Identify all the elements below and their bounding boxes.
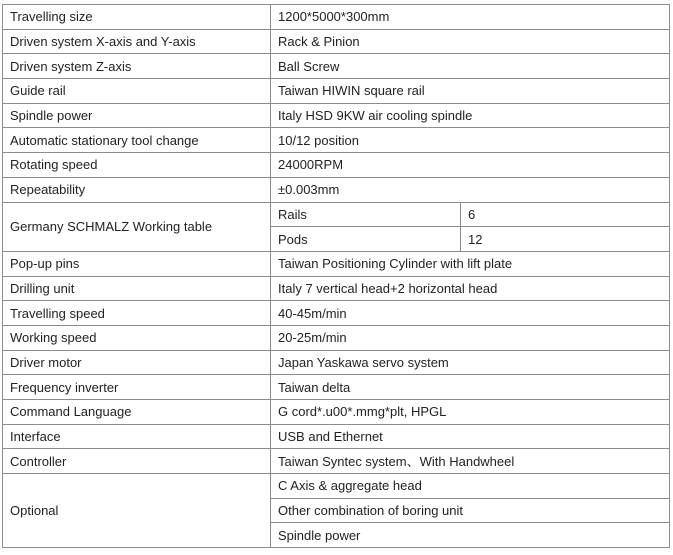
spec-value: Japan Yaskawa servo system [271, 350, 670, 375]
spec-label: Driven system X-axis and Y-axis [3, 29, 271, 54]
table-row [3, 350, 670, 375]
spec-table [2, 4, 670, 548]
spec-label: Travelling size [3, 5, 271, 30]
table-row [3, 54, 670, 79]
sub-value: 12 [461, 227, 670, 252]
optional-item: Other combination of boring unit [271, 498, 670, 523]
table-row [3, 449, 670, 474]
spec-value: 10/12 position [271, 128, 670, 153]
spec-value: 1200*5000*300mm [271, 5, 670, 30]
spec-label: Pop-up pins [3, 251, 271, 276]
optional-item: Spindle power [271, 523, 670, 548]
spec-value: Italy HSD 9KW air cooling spindle [271, 103, 670, 128]
table-row [3, 375, 670, 400]
spec-label: Interface [3, 424, 271, 449]
spec-label: Drilling unit [3, 276, 271, 301]
table-row [3, 177, 670, 202]
spec-value: 20-25m/min [271, 325, 670, 350]
spec-label: Rotating speed [3, 153, 271, 178]
spec-label: Driven system Z-axis [3, 54, 271, 79]
table-row [3, 400, 670, 425]
spec-value: USB and Ethernet [271, 424, 670, 449]
spec-label: Spindle power [3, 103, 271, 128]
spec-label: Controller [3, 449, 271, 474]
spec-value: Rack & Pinion [271, 29, 670, 54]
table-row [3, 251, 670, 276]
spec-value: Italy 7 vertical head+2 horizontal head [271, 276, 670, 301]
table-row [3, 276, 670, 301]
table-row [3, 424, 670, 449]
spec-value: G cord*.u00*.mmg*plt, HPGL [271, 400, 670, 425]
spec-label: Automatic stationary tool change [3, 128, 271, 153]
spec-label: Repeatability [3, 177, 271, 202]
table-row [3, 103, 670, 128]
table-row [3, 79, 670, 104]
table-row [3, 128, 670, 153]
sub-value: 6 [461, 202, 670, 227]
spec-label: Travelling speed [3, 301, 271, 326]
table-row [3, 5, 670, 30]
spec-label: Optional [3, 474, 271, 548]
table-row [3, 325, 670, 350]
table-row [3, 29, 670, 54]
spec-label: Guide rail [3, 79, 271, 104]
spec-value: Taiwan Positioning Cylinder with lift plate [271, 251, 670, 276]
spec-value: 40-45m/min [271, 301, 670, 326]
sub-label: Rails [271, 202, 461, 227]
spec-value: Taiwan Syntec system、With Handwheel [271, 449, 670, 474]
spec-label: Frequency inverter [3, 375, 271, 400]
optional-item: C Axis & aggregate head [271, 474, 670, 499]
spec-value: Taiwan delta [271, 375, 670, 400]
table-row [3, 202, 670, 227]
table-row [3, 153, 670, 178]
table-row [3, 474, 670, 499]
spec-label: Germany SCHMALZ Working table [3, 202, 271, 251]
spec-value: ±0.003mm [271, 177, 670, 202]
sub-label: Pods [271, 227, 461, 252]
spec-label: Working speed [3, 325, 271, 350]
spec-label: Driver motor [3, 350, 271, 375]
table-row [3, 301, 670, 326]
spec-label: Command Language [3, 400, 271, 425]
spec-value: Taiwan HIWIN square rail [271, 79, 670, 104]
spec-value: 24000RPM [271, 153, 670, 178]
spec-value: Ball Screw [271, 54, 670, 79]
